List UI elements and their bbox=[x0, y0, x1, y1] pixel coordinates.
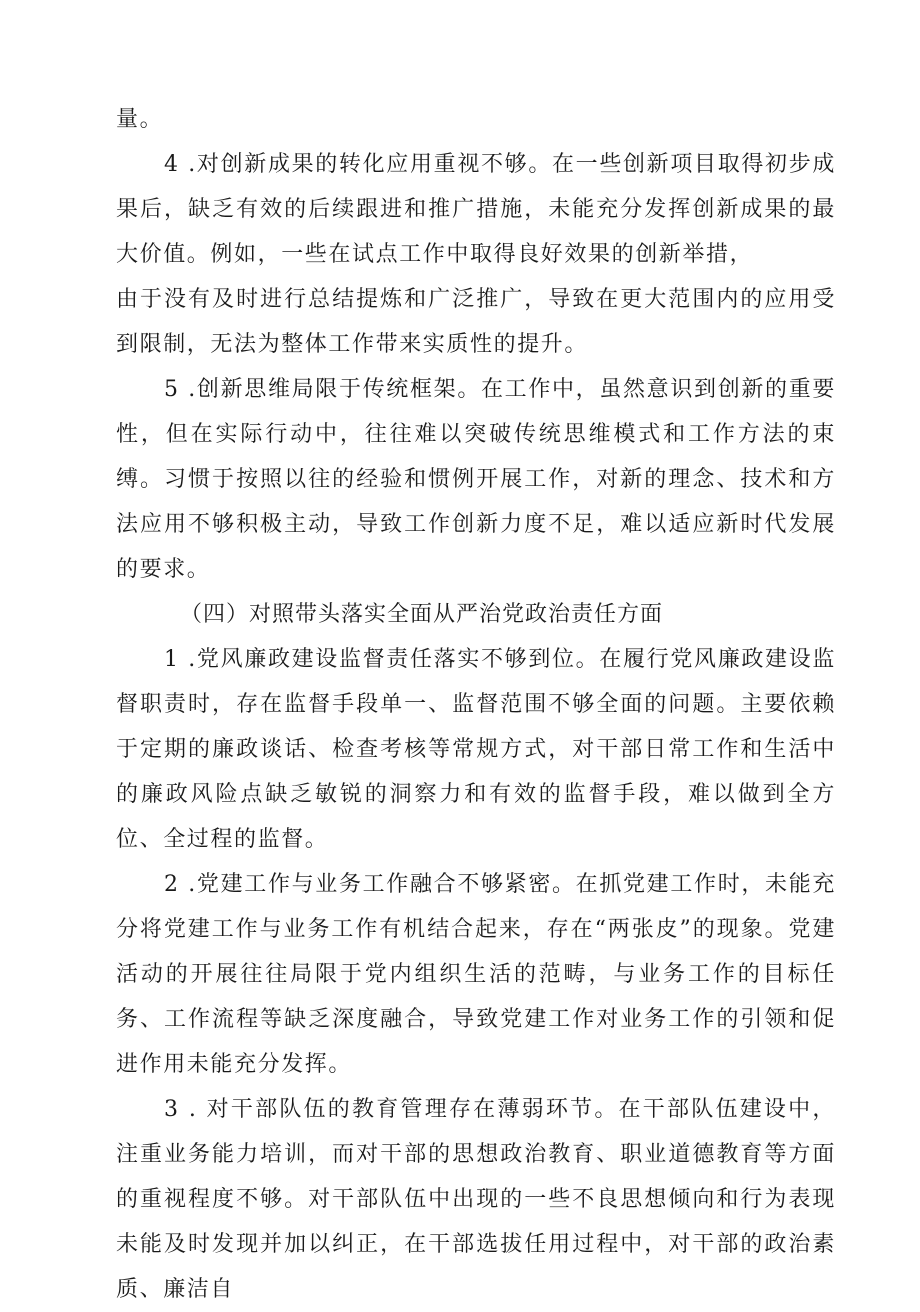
paragraph-section-item-3: 3 . 对干部队伍的教育管理存在薄弱环节。在干部队伍建设中，注重业务能力培训，而对干部的思想政治教育、职业道德教育等方面的重视程度不够。对干部队伍中出现的一些不良思想倾向和行为表现未能及时发现并加以纠正，在干部选拔任用过程中，对干部的政治素质、廉洁自 bbox=[116, 1097, 836, 1302]
section-heading: （四）对照带头落实全面从严治党政治责任方面 bbox=[180, 602, 664, 627]
paragraph-item-4-continued: 由于没有及时进行总结提炼和广泛推广，导致在更大范围内的应用受到限制，无法为整体工作带来实质性的提升。 bbox=[116, 287, 836, 357]
paragraph-section-item-1: 1 .党风廉政建设监督责任落实不够到位。在履行党风廉政建设监督职责时，存在监督手段单一、监督范围不够全面的问题。主要依赖于定期的廉政谈话、检查考核等常规方式，对干部日常工作和生活中的廉政风险点缺乏敏锐的洞察力和有效的监督手段，难以做到全方位、全过程的监督。 bbox=[116, 647, 836, 852]
document-body bbox=[116, 97, 836, 1312]
paragraph-section-item-2: 2 .党建工作与业务工作融合不够紧密。在抓党建工作时，未能充分将党建工作与业务工作有机结合起来，存在“两张皮”的现象。党建活动的开展往往局限于党内组织生活的范畴，与业务工作的目标任务、工作流程等缺乏深度融合，导致党建工作对业务工作的引领和促进作用未能充分发挥。 bbox=[116, 872, 836, 1077]
continuation-paragraph: 量。 bbox=[116, 107, 164, 132]
paragraph-item-4: 4 .对创新成果的转化应用重视不够。在一些创新项目取得初步成果后，缺乏有效的后续跟进和推广措施，未能充分发挥创新成果的最大价值。例如，一些在试点工作中取得良好效果的创新举措， bbox=[116, 152, 836, 267]
paragraph-item-5: 5 .创新思维局限于传统框架。在工作中，虽然意识到创新的重要性，但在实际行动中，往往难以突破传统思维模式和工作方法的束缚。习惯于按照以往的经验和惯例开展工作，对新的理念、技术和方法应用不够积极主动，导致工作创新力度不足，难以适应新时代发展的要求。 bbox=[116, 377, 836, 582]
